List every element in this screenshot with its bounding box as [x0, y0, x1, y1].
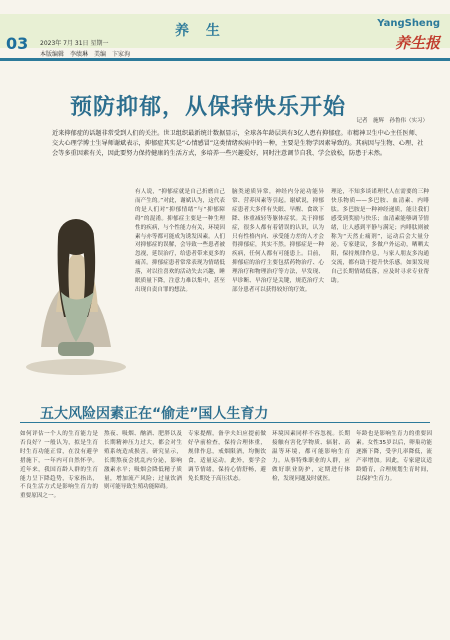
section-title: 养 生 — [175, 23, 226, 39]
article-byline: 记者 施辉 孙鲁伟（实习） — [356, 118, 428, 124]
weekday-text: 星期一 — [90, 40, 109, 47]
editor-credits: 本版编辑 李绩琳 美编 卞家洵 — [40, 51, 131, 58]
brand-english: YangSheng — [377, 18, 440, 29]
second-article-title: 五大风险因素正在“偷走”国人生育力 — [40, 406, 269, 422]
brand-logo: 养生报 — [394, 34, 440, 52]
article-lead: 近来抑郁症的话题非常受到人们的关注。世卫组织最新统计数据显示，全球各年龄层共有3亿人患有抑郁症。市精神卫生中心主任医师、交大心理学博士生导师谢斌表示，抑郁症其实是“心情感冒”这类情绪疾病中的一种，主要是生物学因素导致的。其病因与生物、心理、社会等多重因素有关，因此要努力保持健康的生活方式，多培养一些兴趣爱好，同时注意调节自我、学会放松，防患于未然。 — [52, 130, 424, 157]
sad-girl-illustration — [16, 142, 136, 382]
second-article-column-1: 如何评估一个人的生育能力是否良好？一般认为，拟是生育时生育功能正常，在没有避孕措施下，一年内可自然怀孕。近年来，我国育龄人群的生育能力呈下降趋势，专家指出，不良生活方式是影响生育力的重要原因之一。 — [20, 431, 98, 500]
article-column-3: 理论，不知多谈诺理代人在需要的三种快乐物质——多巴胺、血清素、内啡肽。多巴胺是一种神经递质，能让我们感受到奖励与快乐；血清素能够调节情绪，让人感到平静与满足；内啡肽则被称为“天然止痛剂”，运动后会大量分泌。专家建议，多做户外运动，晒晒太阳，保持规律作息，与家人朋友多沟通交流，都有助于提升快乐感。如果发现自己长期情绪低落，应及时寻求专业帮助。 — [331, 189, 429, 285]
header-divider — [0, 58, 450, 61]
second-article-column-2: 熬夜、吸烟、酗酒、肥胖以及长期精神压力过大，都会对生殖系统造成损害。研究显示，长期熬夜会扰乱内分泌，影响激素水平；吸烟会降低精子质量，增加流产风险；过量饮酒则可能导致生殖功能障碍。 — [104, 431, 182, 491]
issue-date — [40, 38, 108, 47]
article-column-2: 脑类递质异常，神经内分泌功能异常、营养因素等引起。谢斌说，抑郁症患者大多伴有失眠、早醒、食欲下降、体重减轻等躯体症状。关于抑郁症，很多人都有着错误的认识，认为只有性格内向、承受能力差的人才会得抑郁症，其实不然。抑郁症是一种疾病，任何人都有可能患上。目前，抑郁症的治疗主要包括药物治疗、心理治疗和物理治疗等方法，早发现、早诊断、早治疗是关键，规范治疗大部分患者可以获得较好的疗效。 — [232, 189, 324, 293]
article-title: 预防抑郁，从保持快乐开始 — [70, 95, 347, 120]
section-divider — [20, 422, 430, 423]
date-text: 2023年 7月 31日 — [40, 40, 89, 47]
article-column-1: 有人说，“抑郁症就是自己折磨自己而产生的。”对此，谢斌认为，这代表的是人们对“抑郁情绪”与“抑郁障碍”的混淆。抑郁症主要是一种生理性的疾病，与个性能力有关，环境因素与亦等都可能成为诱发因素。人们对抑郁症的误解，会导致一些患者被忽视，延误治疗，给患者带来更多的痛苦。抑郁症患者常常表现为情绪低落，对以往喜欢的活动失去兴趣，睡眠质量下降，注意力难以集中，甚至出现自责自罪的想法。 — [135, 189, 225, 293]
page-header — [0, 0, 450, 68]
second-article-column-4: 环境因素同样不容忽视。长期接触有害化学物质、辐射、高温等环境，都可能影响生育力。从事特殊职业的人群，应做好职业防护，定期进行体检，发现问题及时就医。 — [272, 431, 350, 482]
second-article-column-3: 专家提醒，备孕夫妇应提前做好孕前检查，保持合理体重，规律作息，戒烟限酒，均衡饮食，适量运动。此外，要学会调节情绪，保持心情舒畅，避免长期处于高压状态。 — [188, 431, 266, 482]
second-article-column-5: 年龄也是影响生育力的重要因素。女性35岁以后，卵巢功能逐渐下降，受孕几率降低，流产率增加。因此，专家建议适龄婚育，合理规划生育时间，以保护生育力。 — [356, 431, 432, 482]
page-number: 03 — [6, 34, 29, 53]
